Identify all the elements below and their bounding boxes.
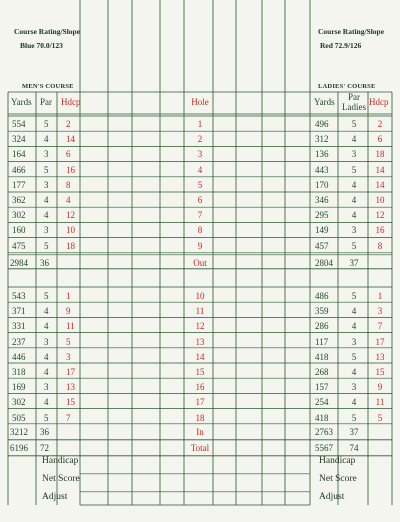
mens-yards-cell: 446 [12,351,26,362]
ladies-hdcp-cell: 14 [375,164,385,175]
mens-par-cell: 4 [44,367,49,377]
ladies-yards-cell: 486 [315,291,329,301]
ladies-hdcp-cell: 16 [375,225,385,236]
mens-hdcp-cell: 1 [66,291,71,301]
ladies-par-cell: 4 [351,179,357,190]
ladies-hdcp-cell: 10 [375,195,385,205]
mens-rating-title: Course Rating/Slope [14,27,81,36]
ladies-hdcp-cell: 1 [377,291,383,301]
ladies-yards-cell: 418 [315,351,329,362]
ladies-par-cell: 4 [351,210,357,221]
hole-number-cell: 10 [195,291,205,301]
out-ladies-par: 37 [349,257,359,268]
mens-par-cell: 5 [44,412,49,423]
mens-par-cell: 5 [44,291,49,301]
mens-yards-cell: 331 [12,321,26,332]
header-ladies-hdcp: Hdcp [369,97,389,107]
ladies-yards-cell: 268 [315,367,329,377]
ladies-hdcp-cell: 2 [377,119,383,129]
total-ladies-par: 74 [349,442,359,453]
ladies-yards-cell: 359 [315,306,329,317]
ladies-yards-cell: 149 [315,225,329,236]
ladies-hdcp-cell: 17 [375,336,385,347]
ladies-par-cell: 5 [351,119,357,129]
header-ladies-par-sub: Ladies [342,102,366,112]
total-mens-yards: 6196 [10,442,28,453]
ladies-hdcp-cell: 11 [375,397,385,408]
mens-hdcp-cell: 11 [66,321,75,332]
mens-par-cell: 4 [44,306,49,317]
ladies-par-cell: 5 [351,412,357,423]
hole-number-cell: 12 [195,321,205,332]
ladies-yards-cell: 117 [315,336,329,347]
mens-par-cell: 4 [44,195,49,205]
ladies-hdcp-cell: 12 [375,210,385,221]
mens-par-cell: 5 [44,119,49,129]
ladies-hdcp-cell: 5 [377,412,383,423]
mens-hdcp-cell: 18 [66,240,75,251]
hole-number-cell: 9 [197,240,203,251]
ladies-hdcp-cell: 6 [377,134,383,145]
ladies-yards-cell: 170 [315,179,329,190]
header-hole: Hole [191,97,209,107]
header-mens-hdcp: Hdcp [61,97,81,107]
mens-hdcp-cell: 8 [66,179,71,190]
header-ladies-par: Par [348,92,360,102]
mens-par-cell: 4 [44,351,49,362]
mens-hdcp-cell: 5 [66,336,71,347]
net-score-label-right: Net Score [319,474,357,484]
ladies-yards-cell: 418 [315,412,329,423]
mens-hdcp-cell: 16 [66,164,75,175]
adjust-label-left: Adjust [42,492,68,502]
ladies-rating-value: Red 72.9/126 [320,41,362,50]
out-label: Out [193,257,207,268]
mens-yards-cell: 543 [12,291,26,301]
ladies-par-cell: 4 [351,397,357,408]
hole-number-cell: 13 [195,336,205,347]
mens-hdcp-cell: 12 [66,210,75,221]
ladies-par-cell: 3 [351,382,357,393]
ladies-par-cell: 5 [351,351,357,362]
ladies-hdcp-cell: 9 [377,382,383,393]
mens-hdcp-cell: 15 [66,397,75,408]
mens-hdcp-cell: 10 [66,225,75,236]
mens-yards-cell: 302 [12,397,26,408]
mens-yards-cell: 302 [12,210,26,221]
hole-number-cell: 16 [195,382,205,393]
handicap-label-right: Handicap [319,456,356,466]
ladies-par-cell: 5 [351,164,357,175]
ladies-hdcp-cell: 7 [377,321,383,332]
hole-number-cell: 3 [197,149,203,160]
out-mens-par: 36 [40,257,49,268]
mens-hdcp-cell: 4 [66,195,71,205]
hole-number-cell: 4 [197,164,203,175]
ladies-yards-cell: 443 [315,164,329,175]
ladies-par-cell: 4 [351,306,357,317]
ladies-hdcp-cell: 18 [375,149,385,160]
hole-number-cell: 2 [197,134,203,145]
out-mens-yards: 2984 [10,257,28,268]
ladies-rating-title: Course Rating/Slope [318,27,385,36]
mens-yards-cell: 164 [12,149,26,160]
mens-course-title: MEN'S COURSE [22,83,74,90]
total-label: Total [190,442,210,453]
ladies-par-cell: 4 [351,367,357,377]
mens-hdcp-cell: 13 [66,382,75,393]
in-ladies-yards: 2763 [315,426,333,437]
mens-hdcp-cell: 2 [66,119,71,129]
ladies-par-cell: 3 [351,336,357,347]
mens-par-cell: 5 [44,240,49,251]
in-mens-par: 36 [40,426,49,437]
ladies-yards-cell: 157 [315,382,329,393]
hole-number-cell: 14 [195,351,205,362]
in-label: In [196,426,204,437]
header-ladies-yards: Yards [314,97,335,107]
ladies-course-title: LADIES' COURSE [318,83,376,90]
mens-par-cell: 4 [44,397,49,408]
ladies-par-cell: 4 [351,321,357,332]
hole-number-cell: 7 [197,210,203,221]
ladies-yards-cell: 496 [315,119,329,129]
mens-hdcp-cell: 6 [66,149,71,160]
mens-hdcp-cell: 7 [66,412,71,423]
ladies-yards-cell: 457 [315,240,329,251]
hole-number-cell: 5 [197,179,203,190]
ladies-hdcp-cell: 8 [377,240,383,251]
hole-number-cell: 15 [195,367,205,377]
ladies-par-cell: 3 [351,225,357,236]
ladies-par-cell: 5 [351,291,357,301]
handicap-label-left: Handicap [42,456,79,466]
mens-par-cell: 3 [44,149,49,160]
out-ladies-yards: 2804 [315,257,333,268]
mens-yards-cell: 177 [12,179,26,190]
hole-number-cell: 11 [195,306,205,317]
mens-par-cell: 4 [44,210,49,221]
mens-par-cell: 3 [44,179,49,190]
ladies-yards-cell: 136 [315,149,329,160]
mens-yards-cell: 169 [12,382,26,393]
ladies-par-cell: 5 [351,240,357,251]
mens-hdcp-cell: 17 [66,367,75,377]
ladies-par-cell: 3 [351,149,357,160]
mens-yards-cell: 554 [12,119,26,129]
mens-par-cell: 4 [44,321,49,332]
ladies-hdcp-cell: 14 [375,179,385,190]
mens-hdcp-cell: 9 [66,306,71,317]
ladies-yards-cell: 312 [315,134,329,145]
mens-yards-cell: 324 [12,134,26,145]
hole-number-cell: 18 [195,412,205,423]
hole-number-cell: 8 [197,225,203,236]
ladies-par-cell: 4 [351,134,357,145]
ladies-yards-cell: 346 [315,195,329,205]
mens-par-cell: 5 [44,164,49,175]
header-mens-yards: Yards [11,97,32,107]
ladies-yards-cell: 254 [315,397,329,408]
mens-rating-value: Blue 70.0/123 [20,41,63,50]
hole-number-cell: 6 [197,195,203,205]
mens-yards-cell: 160 [12,225,26,236]
total-mens-par: 72 [40,442,49,453]
mens-yards-cell: 318 [12,367,26,377]
mens-par-cell: 4 [44,134,49,145]
mens-par-cell: 3 [44,382,49,393]
net-score-label-left: Net Score [42,474,80,484]
mens-yards-cell: 371 [12,306,26,317]
ladies-hdcp-cell: 15 [375,367,385,377]
mens-yards-cell: 237 [12,336,26,347]
mens-hdcp-cell: 3 [66,351,71,362]
ladies-hdcp-cell: 13 [375,351,385,362]
mens-yards-cell: 466 [12,164,26,175]
mens-hdcp-cell: 14 [66,134,75,145]
mens-yards-cell: 362 [12,195,26,205]
in-ladies-par: 37 [349,426,359,437]
in-mens-yards: 3212 [10,426,28,437]
ladies-hdcp-cell: 3 [377,306,383,317]
adjust-label-right: Adjust [319,492,345,502]
ladies-par-cell: 4 [351,195,357,205]
ladies-yards-cell: 286 [315,321,329,332]
mens-yards-cell: 505 [12,412,26,423]
hole-number-cell: 17 [195,397,205,408]
hole-number-cell: 1 [197,119,203,129]
mens-par-cell: 3 [44,336,49,347]
mens-yards-cell: 475 [12,240,26,251]
ladies-yards-cell: 295 [315,210,329,221]
mens-par-cell: 3 [44,225,49,236]
total-ladies-yards: 5567 [315,442,333,453]
header-mens-par: Par [40,97,52,107]
